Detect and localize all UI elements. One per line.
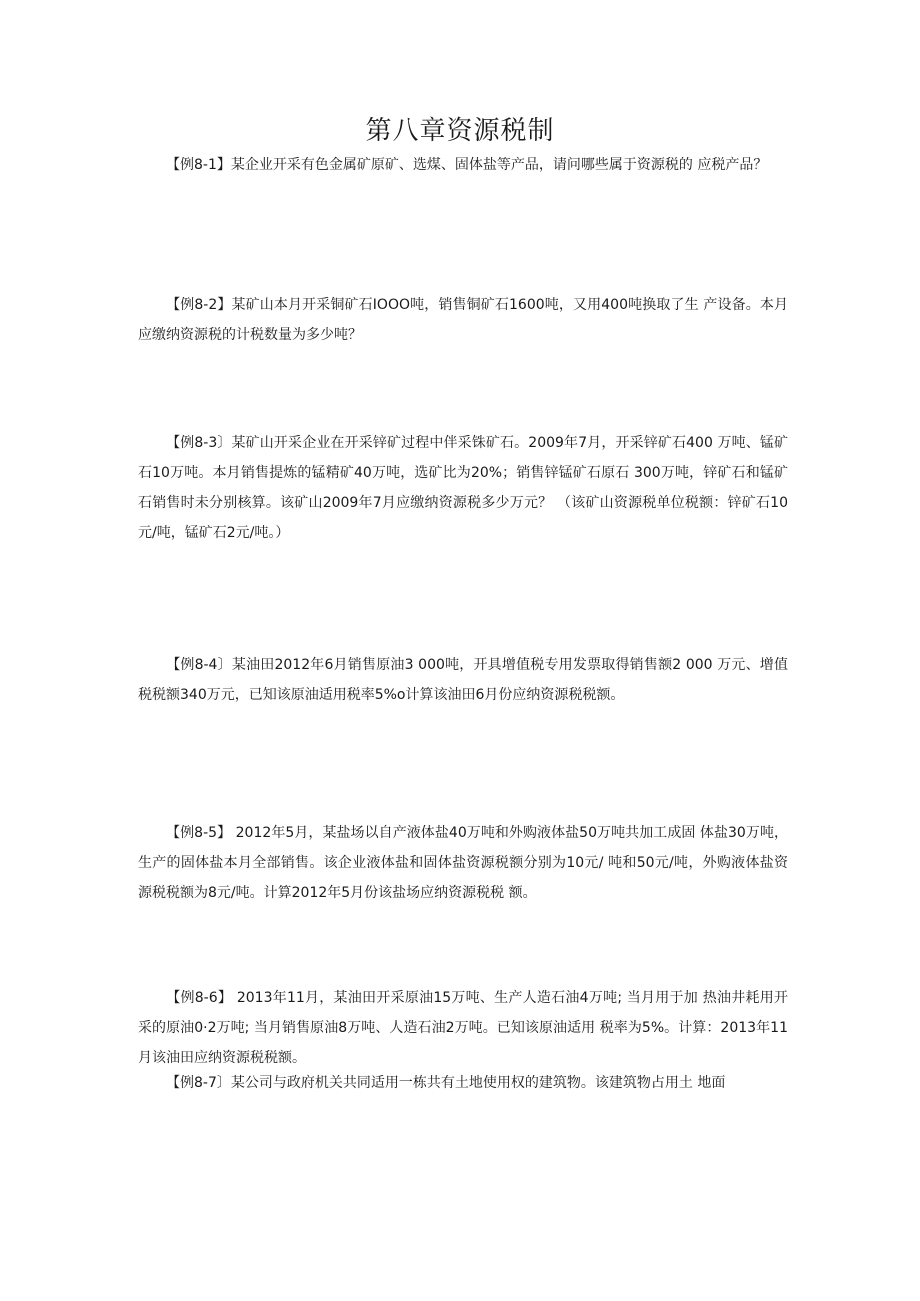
example-text: 某矿山本月开采铜矿石IOOO吨，销售铜矿石1600吨，又用400吨换取了生 产设备。本月应缴纳资源税的计税数量为多少吨？ xyxy=(138,297,788,343)
example-8-3 xyxy=(138,428,788,548)
example-label: 【例8-7〕 xyxy=(166,1075,231,1091)
example-label: 【例8-6】 xyxy=(166,990,233,1006)
example-label: 【例8-4〕 xyxy=(166,657,232,673)
example-text: 某油田2012年6月销售原油3 000吨，开具增值税专用发票取得销售额2 000 万元、增值税税额340万元，已知该原油适用税率5%o计算该油田6月份应纳资源税税额。 xyxy=(138,657,788,703)
example-8-5 xyxy=(138,818,788,908)
example-8-7 xyxy=(138,1068,788,1098)
example-label: 【例8-3〕 xyxy=(166,435,232,451)
example-text: 某公司与政府机关共同适用一栋共有土地使用权的建筑物。该建筑物占用土 地面 xyxy=(230,1075,726,1091)
page-title: 第八章资源税制 xyxy=(365,116,555,146)
example-label: 【例8-1】 xyxy=(166,157,231,173)
example-label: 【例8-2】 xyxy=(166,297,232,313)
example-text: 2013年11月，某油田开采原油15万吨、生产人造石油4万吨; 当月用于加 热油井耗用开采的原油0·2万吨; 当月销售原油8万吨、人造石油2万吨。已知该原油适用 税率为5%。计算：2013年11月该油田应纳资源税税额。 xyxy=(138,990,788,1066)
example-8-6 xyxy=(138,983,788,1073)
example-text: 2012年5月，某盐场以自产液体盐40万吨和外购液体盐50万吨共加工成固 体盐30万吨，生产的固体盐本月全部销售。该企业液体盐和固体盐资源税额分别为10元/ 吨和50元/吨，外购液体盐资源税税额为8元/吨。计算2012年5月份该盐场应纳资源税税 额。 xyxy=(138,825,788,901)
example-text: 某企业开采有色金属矿原矿、选煤、固体盐等产品，请问哪些属于资源税的 应税产品？ xyxy=(230,157,768,173)
example-8-2 xyxy=(138,290,788,350)
example-label: 【例8-5】 xyxy=(166,825,232,841)
example-8-1 xyxy=(138,150,788,180)
example-text: 某矿山开采企业在开采锌矿过程中伴采铢矿石。2009年7月，开采锌矿石400 万吨、锰矿石10万吨。本月销售提炼的锰精矿40万吨，选矿比为20%；销售锌锰矿石原石 300万吨，锌矿石和锰矿石销售时未分别核算。该矿山2009年7月应缴纳资源税多少万元？ （该矿山资源税单位税额：锌矿石10元/吨，锰矿石2元/吨。） xyxy=(138,435,788,541)
example-8-4 xyxy=(138,650,788,710)
